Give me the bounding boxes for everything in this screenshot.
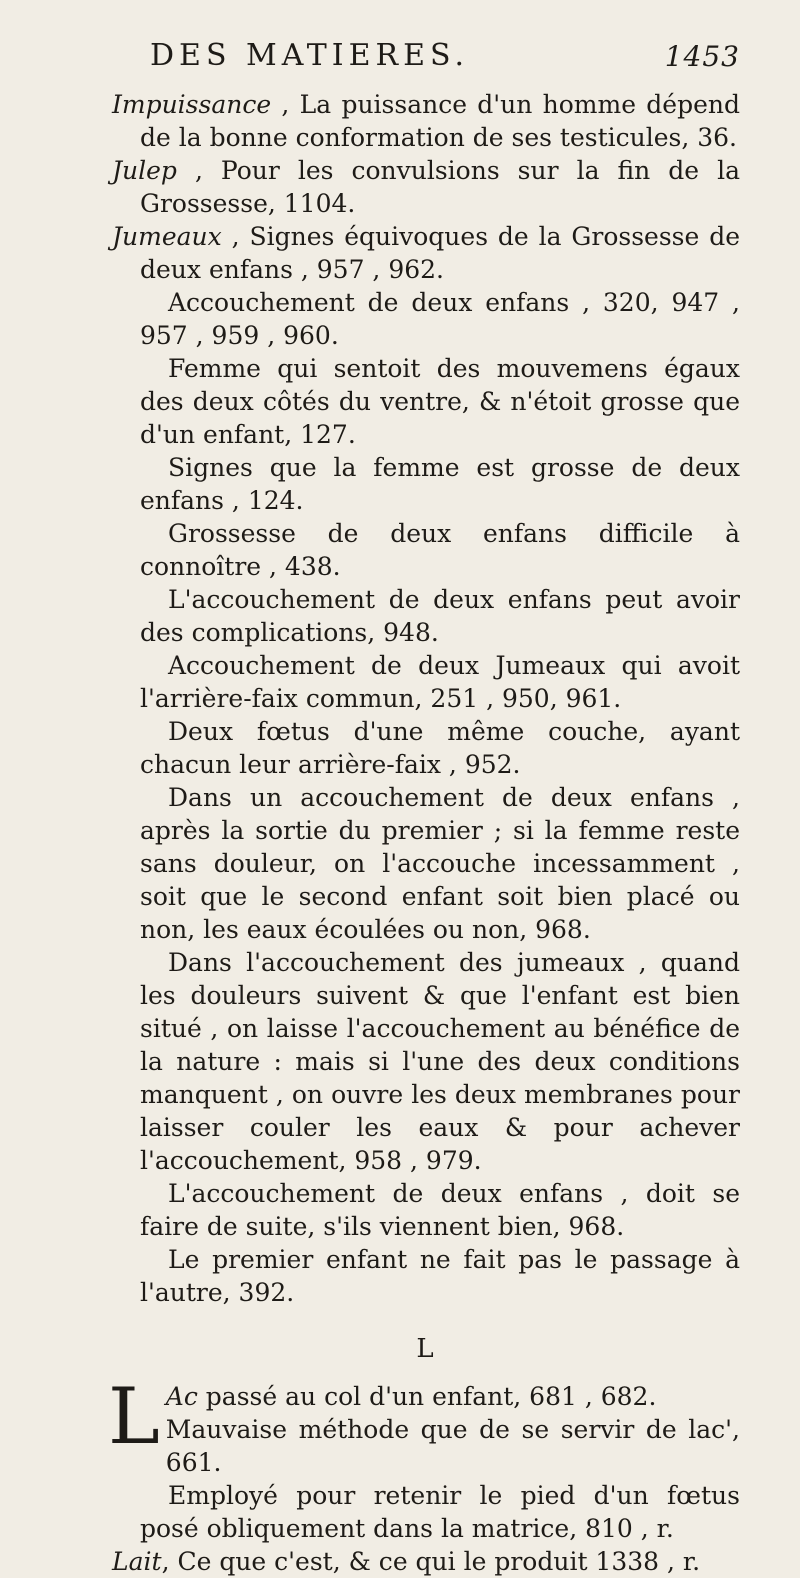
index-entry-lac bbox=[108, 1372, 740, 1545]
entry-text: , Signes équivoques de la Grossesse de deux enfans , 957 , 962. bbox=[140, 222, 740, 284]
headword: Julep bbox=[112, 156, 177, 185]
subentry: Deux fœtus d'une même couche, ayant chacun leur arrière-faix , 952. bbox=[140, 717, 740, 779]
subentry: Signes que la femme est grosse de deux enfans , 124. bbox=[140, 453, 740, 515]
subentry: Employé pour retenir le pied d'un fœtus posé obliquement dans la matrice, 810 , r. bbox=[140, 1481, 740, 1543]
entry-text: , La puissance d'un homme dépend de la bonne conformation de ses testicules, 36. bbox=[140, 90, 740, 152]
index-entry-jumeaux bbox=[112, 220, 740, 286]
subentry: L'accouchement de deux enfans peut avoir des complications, 948. bbox=[140, 585, 740, 647]
subentry: Dans l'accouchement des jumeaux , quand les douleurs suivent & que l'enfant est bien situé , on laisse l'accouchement au bénéfice de la nature : mais si l'une des deux conditions manquent , on ouvre les deux membranes pour laisser couler les eaux & pour achever l'accouchement, 958 , 979. bbox=[140, 948, 740, 1175]
index-entry-julep bbox=[112, 154, 740, 220]
index-entry-impuissance bbox=[112, 88, 740, 154]
entry-text: Ac passé au col d'un enfant, 681 , 682. bbox=[165, 1382, 657, 1411]
index-entry-lait bbox=[112, 1545, 740, 1578]
index-body bbox=[108, 88, 740, 1578]
header-title: DES MATIERES. bbox=[150, 38, 470, 73]
drop-cap: L bbox=[108, 1372, 160, 1462]
subentry: L'accouchement de deux enfans , doit se faire de suite, s'ils viennent bien, 968. bbox=[140, 1179, 740, 1241]
page-number: 1453 bbox=[664, 40, 740, 73]
headword: Jumeaux bbox=[112, 222, 222, 251]
subentry: Le premier enfant ne fait pas le passage à l'autre, 392. bbox=[140, 1245, 740, 1307]
section-letter: L bbox=[416, 1334, 436, 1364]
headword: Impuissance bbox=[112, 90, 272, 119]
headword: Ac bbox=[165, 1382, 198, 1411]
entry-text: , Pour les convulsions sur la fin de la Grossesse, 1104. bbox=[140, 156, 740, 218]
running-header bbox=[150, 38, 740, 78]
subentry: Femme qui sentoit des mouvemens égaux des deux côtés du ventre, & n'étoit grosse que d'un enfant, 127. bbox=[140, 354, 740, 449]
subentry: Dans un accouchement de deux enfans , après la sortie du premier ; si la femme reste sans douleur, on l'accouche incessamment , soit que le second enfant soit bien placé ou non, les eaux écoulées ou non, 968. bbox=[140, 783, 740, 944]
entry-text: , Ce que c'est, & ce qui le produit 1338 , r. bbox=[161, 1547, 701, 1576]
subentry: Mauvaise méthode que de se servir de lac', 661. bbox=[165, 1415, 740, 1477]
subentry: Accouchement de deux Jumeaux qui avoit l'arrière-faix commun, 251 , 950, 961. bbox=[140, 651, 740, 713]
headword: Lait bbox=[112, 1547, 162, 1576]
subentry: Grossesse de deux enfans difficile à connoître , 438. bbox=[140, 519, 740, 581]
subentry: Accouchement de deux enfans , 320, 947 , 957 , 959 , 960. bbox=[140, 288, 740, 350]
